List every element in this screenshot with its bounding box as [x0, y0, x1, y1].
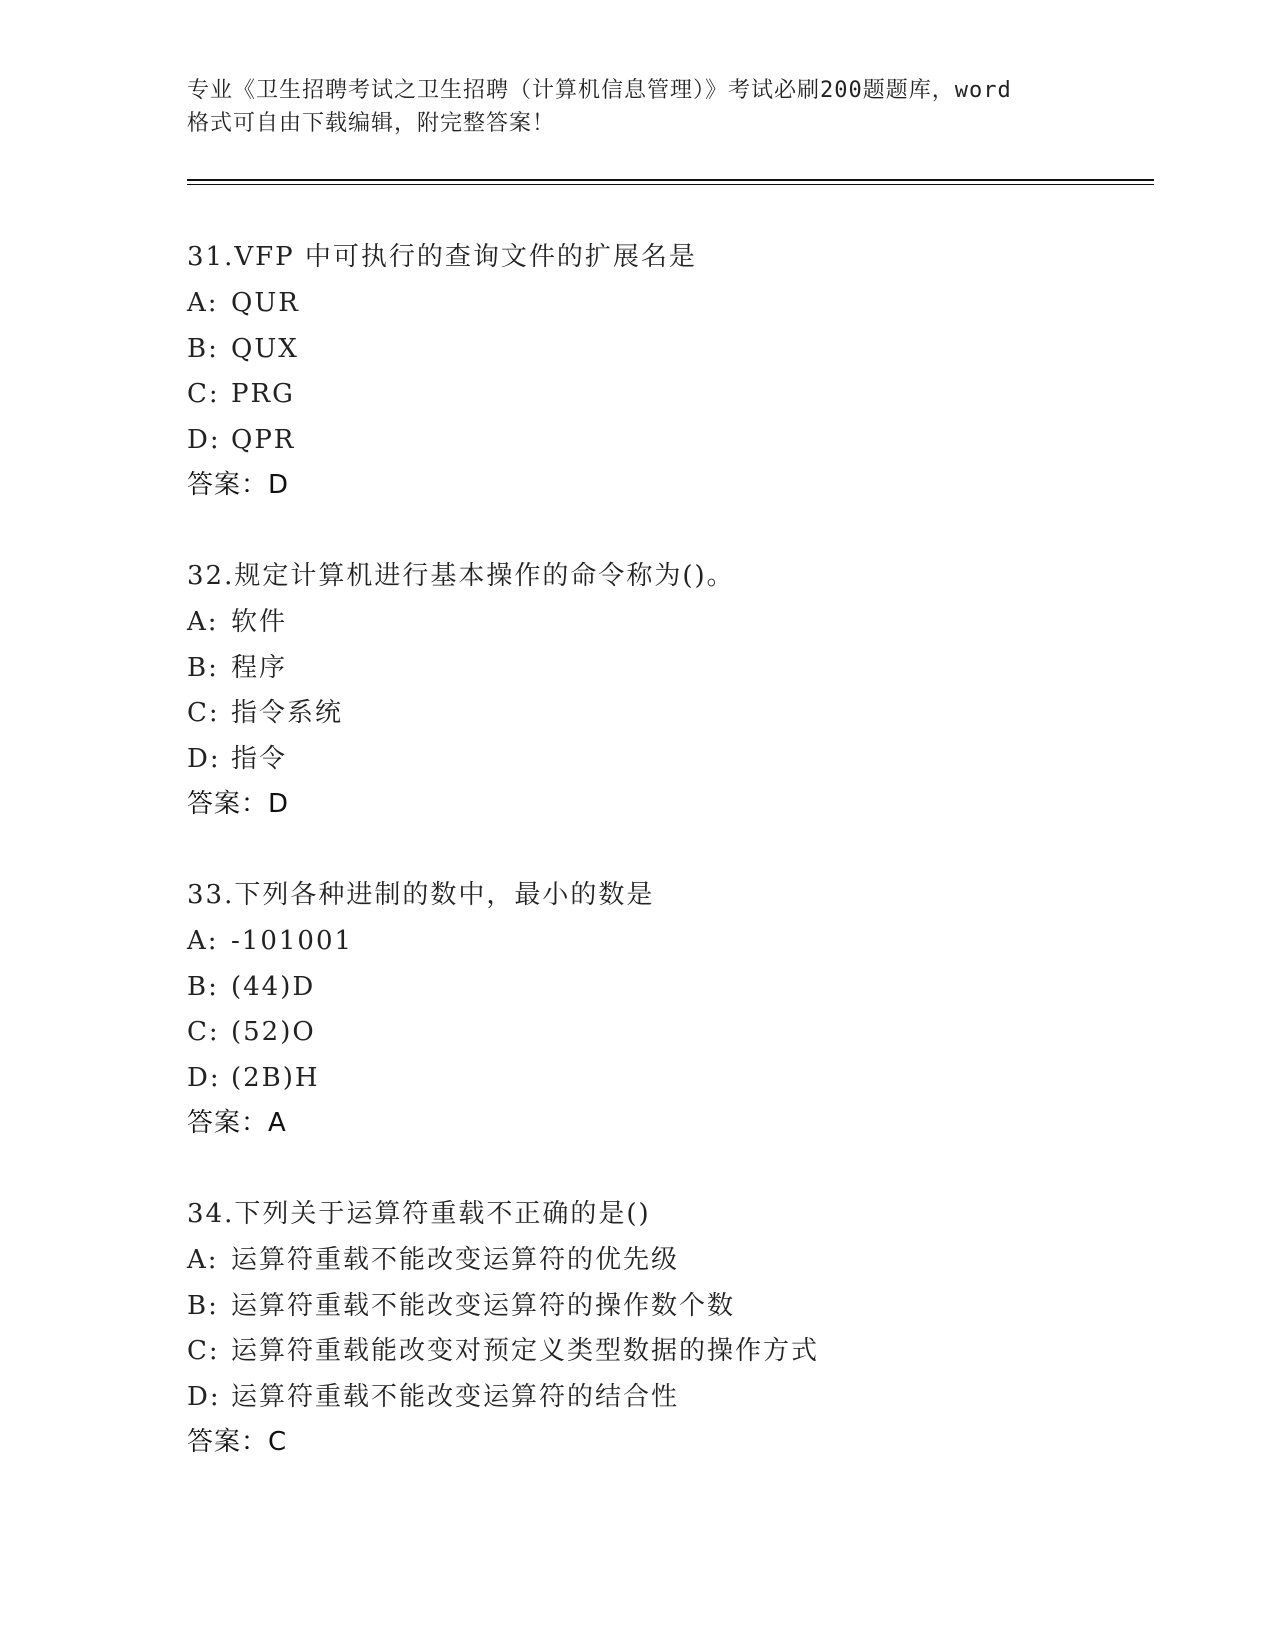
option-a — [187, 919, 1187, 965]
header-divider-bottom — [187, 184, 1154, 185]
option-letter: A: — [187, 607, 219, 637]
option-letter: A: — [187, 926, 219, 956]
option-letter: D: — [187, 424, 221, 455]
option-text: 指令系统 — [231, 698, 344, 728]
option-b — [187, 965, 1187, 1011]
document-header — [187, 74, 1087, 140]
option-letter: C: — [187, 1017, 220, 1047]
question-block — [187, 552, 1187, 826]
option-c — [187, 372, 1187, 418]
option-text: 指令 — [231, 743, 288, 774]
option-d — [187, 1375, 1187, 1421]
header-line-1: 专业《卫生招聘考试之卫生招聘（计算机信息管理）》考试必刷200题题库，word — [187, 78, 1012, 103]
option-text: QUX — [231, 333, 299, 364]
option-letter: B: — [187, 971, 219, 1002]
option-letter: B: — [187, 333, 219, 364]
option-text: (44)D — [231, 971, 316, 1002]
option-d — [187, 418, 1187, 464]
option-letter: A: — [187, 288, 219, 318]
option-letter: D: — [187, 743, 221, 774]
question-title: 32.规定计算机进行基本操作的命令称为()。 — [187, 561, 735, 591]
option-text: QUR — [231, 288, 300, 318]
option-letter: D: — [187, 1062, 221, 1093]
question-title: 33.下列各种进制的数中，最小的数是 — [187, 880, 655, 910]
option-a — [187, 600, 1187, 646]
option-text: 运算符重载不能改变运算符的结合性 — [231, 1381, 680, 1412]
header-line-2: 格式可自由下载编辑，附完整答案！ — [187, 111, 556, 136]
option-b — [187, 1284, 1187, 1330]
question-title: 34.下列关于运算符重载不正确的是() — [187, 1199, 651, 1229]
header-divider-top — [187, 179, 1154, 181]
option-text: -101001 — [231, 926, 354, 956]
option-d — [187, 737, 1187, 783]
option-letter: B: — [187, 652, 219, 683]
option-text: PRG — [231, 379, 295, 409]
option-letter: D: — [187, 1381, 221, 1412]
answer-line: 答案：C — [187, 1427, 288, 1457]
option-c — [187, 691, 1187, 737]
option-text: (52)O — [231, 1017, 316, 1047]
question-block — [187, 233, 1187, 507]
option-text: 软件 — [231, 607, 288, 637]
question-block — [187, 871, 1187, 1145]
option-letter: C: — [187, 379, 220, 409]
option-letter: B: — [187, 1290, 219, 1321]
option-text: (2B)H — [231, 1062, 320, 1093]
answer-line: 答案：D — [187, 789, 290, 819]
question-title: 31.VFP 中可执行的查询文件的扩展名是 — [187, 242, 697, 272]
option-text: 运算符重载能改变对预定义类型数据的操作方式 — [231, 1336, 820, 1366]
option-c — [187, 1010, 1187, 1056]
answer-line: 答案：D — [187, 470, 290, 500]
question-block — [187, 1190, 1187, 1464]
option-text: 运算符重载不能改变运算符的优先级 — [231, 1245, 680, 1275]
option-a — [187, 281, 1187, 327]
option-b — [187, 646, 1187, 692]
option-text: 程序 — [231, 652, 288, 683]
option-text: 运算符重载不能改变运算符的操作数个数 — [231, 1290, 736, 1321]
option-letter: C: — [187, 1336, 220, 1366]
option-text: QPR — [231, 424, 296, 455]
option-letter: A: — [187, 1245, 219, 1275]
option-b — [187, 327, 1187, 373]
option-letter: C: — [187, 698, 220, 728]
option-d — [187, 1056, 1187, 1102]
answer-line: 答案：A — [187, 1108, 287, 1138]
option-c — [187, 1329, 1187, 1375]
option-a — [187, 1238, 1187, 1284]
